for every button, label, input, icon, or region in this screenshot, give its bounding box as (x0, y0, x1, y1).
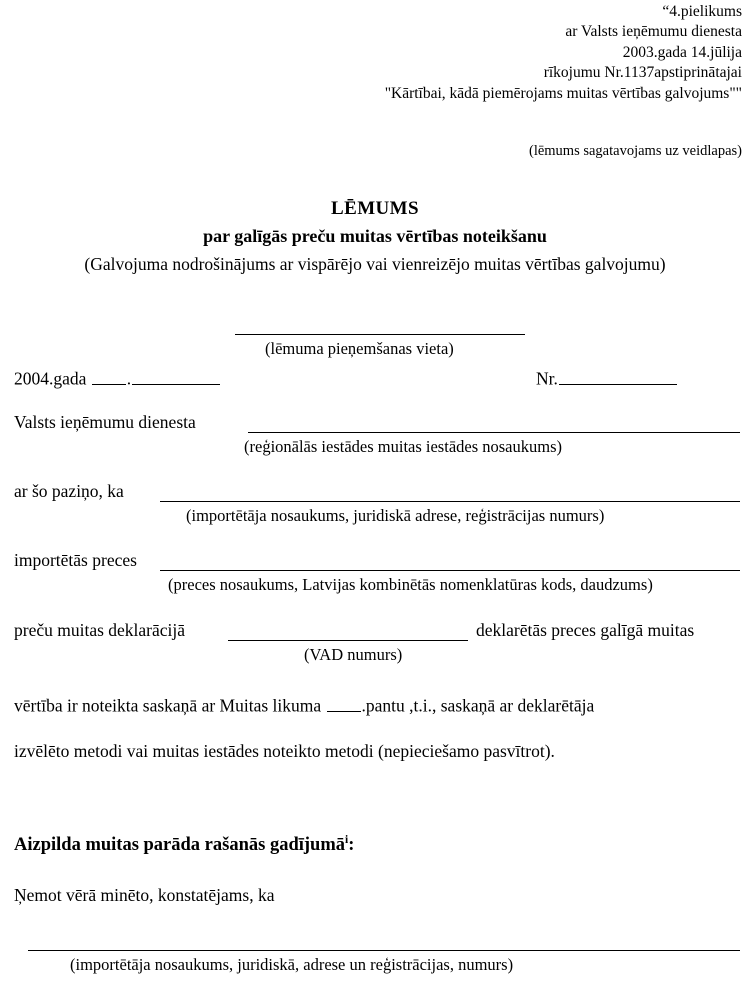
customs-debt-heading-colon: : (348, 835, 355, 855)
declaration-row (14, 620, 185, 642)
date-prefix-label: 2004.gada (14, 368, 87, 389)
customs-debt-heading (14, 834, 354, 857)
goods-caption: (preces nosaukums, Latvijas kombinētās nomenklatūras kods, daudzums) (168, 575, 653, 594)
number-blank[interactable] (559, 367, 677, 385)
goods-row (14, 550, 137, 572)
declaration-tail-row (476, 620, 694, 642)
authority-caption: (reģionālās iestādes muitas iestādes nosaukums) (244, 437, 563, 456)
document-title: LĒMUMS (331, 198, 419, 219)
number-row (536, 367, 678, 391)
law-reference-row (14, 694, 594, 718)
header-reference-block (182, 2, 742, 104)
statement-label: Ņemot vērā minēto, konstatējams, ka (14, 885, 275, 905)
date-separator: . (126, 368, 132, 389)
notify-rule[interactable] (160, 501, 740, 502)
header-line-2: ar Valsts ieņēmumu dienesta (565, 23, 742, 41)
place-of-decision-rule[interactable] (235, 334, 525, 335)
goods-rule[interactable] (160, 570, 740, 571)
importer-caption: (importētāja nosaukums, juridiskā, adrese un reģistrācijas, numurs) (70, 955, 514, 974)
declaration-tail-label: deklarētās preces galīgā muitas (476, 620, 695, 640)
importer-rule[interactable] (28, 950, 740, 951)
header-line-1: “4.pielikums (662, 3, 742, 20)
header-line-5: "Kārtībai, kādā piemērojams muitas vērtības galvojums"" (384, 84, 742, 102)
customs-debt-heading-footnote-marker: i (345, 833, 349, 846)
form-preparation-note: (lēmums sagatavojams uz veidlapas) (528, 143, 742, 159)
method-row (14, 741, 555, 763)
header-line-3: 2003.gada 14.jūlija (622, 43, 742, 61)
number-label: Nr. (536, 368, 558, 389)
notify-label: ar šo paziņo, ka (14, 481, 124, 501)
header-line-4: rīkojumu Nr.1137apstiprinātajai (543, 64, 742, 82)
declaration-label: preču muitas deklarācijā (14, 620, 186, 640)
place-of-decision-caption: (lēmuma pieņemšanas vieta) (265, 339, 454, 358)
statement-row (14, 885, 274, 907)
notify-row (14, 481, 124, 503)
authority-label: Valsts ieņēmumu dienesta (14, 412, 196, 432)
date-month-blank[interactable] (132, 367, 220, 385)
customs-debt-heading-text: Aizpilda muitas parāda rašanās gadījumā (14, 835, 345, 855)
document-title-parenthetical: (Galvojuma nodrošinājums ar vispārējo vai vienreizējo muitas vērtības galvojumu) (84, 254, 666, 275)
law-article-blank[interactable] (327, 694, 361, 712)
law-reference-suffix: .pantu ,t.i., saskaņā ar deklarētāja (361, 695, 595, 716)
declaration-number-rule[interactable] (228, 640, 468, 641)
document-subtitle: par galīgās preču muitas vērtības noteikšanu (203, 225, 547, 246)
authority-rule[interactable] (248, 432, 740, 433)
authority-row (14, 412, 196, 434)
goods-label: importētās preces (14, 550, 137, 570)
declaration-caption: (VAD numurs) (304, 645, 403, 664)
method-label: izvēlēto metodi vai muitas iestādes noteikto metodi (nepieciešamo pasvītrot). (14, 741, 555, 761)
notify-caption: (importētāja nosaukums, juridiskā adrese, reģistrācijas numurs) (186, 506, 605, 525)
title-block (0, 196, 750, 277)
date-row (14, 367, 221, 391)
date-day-blank[interactable] (92, 367, 126, 385)
law-reference-prefix: vērtība ir noteikta saskaņā ar Muitas likuma (14, 695, 322, 716)
